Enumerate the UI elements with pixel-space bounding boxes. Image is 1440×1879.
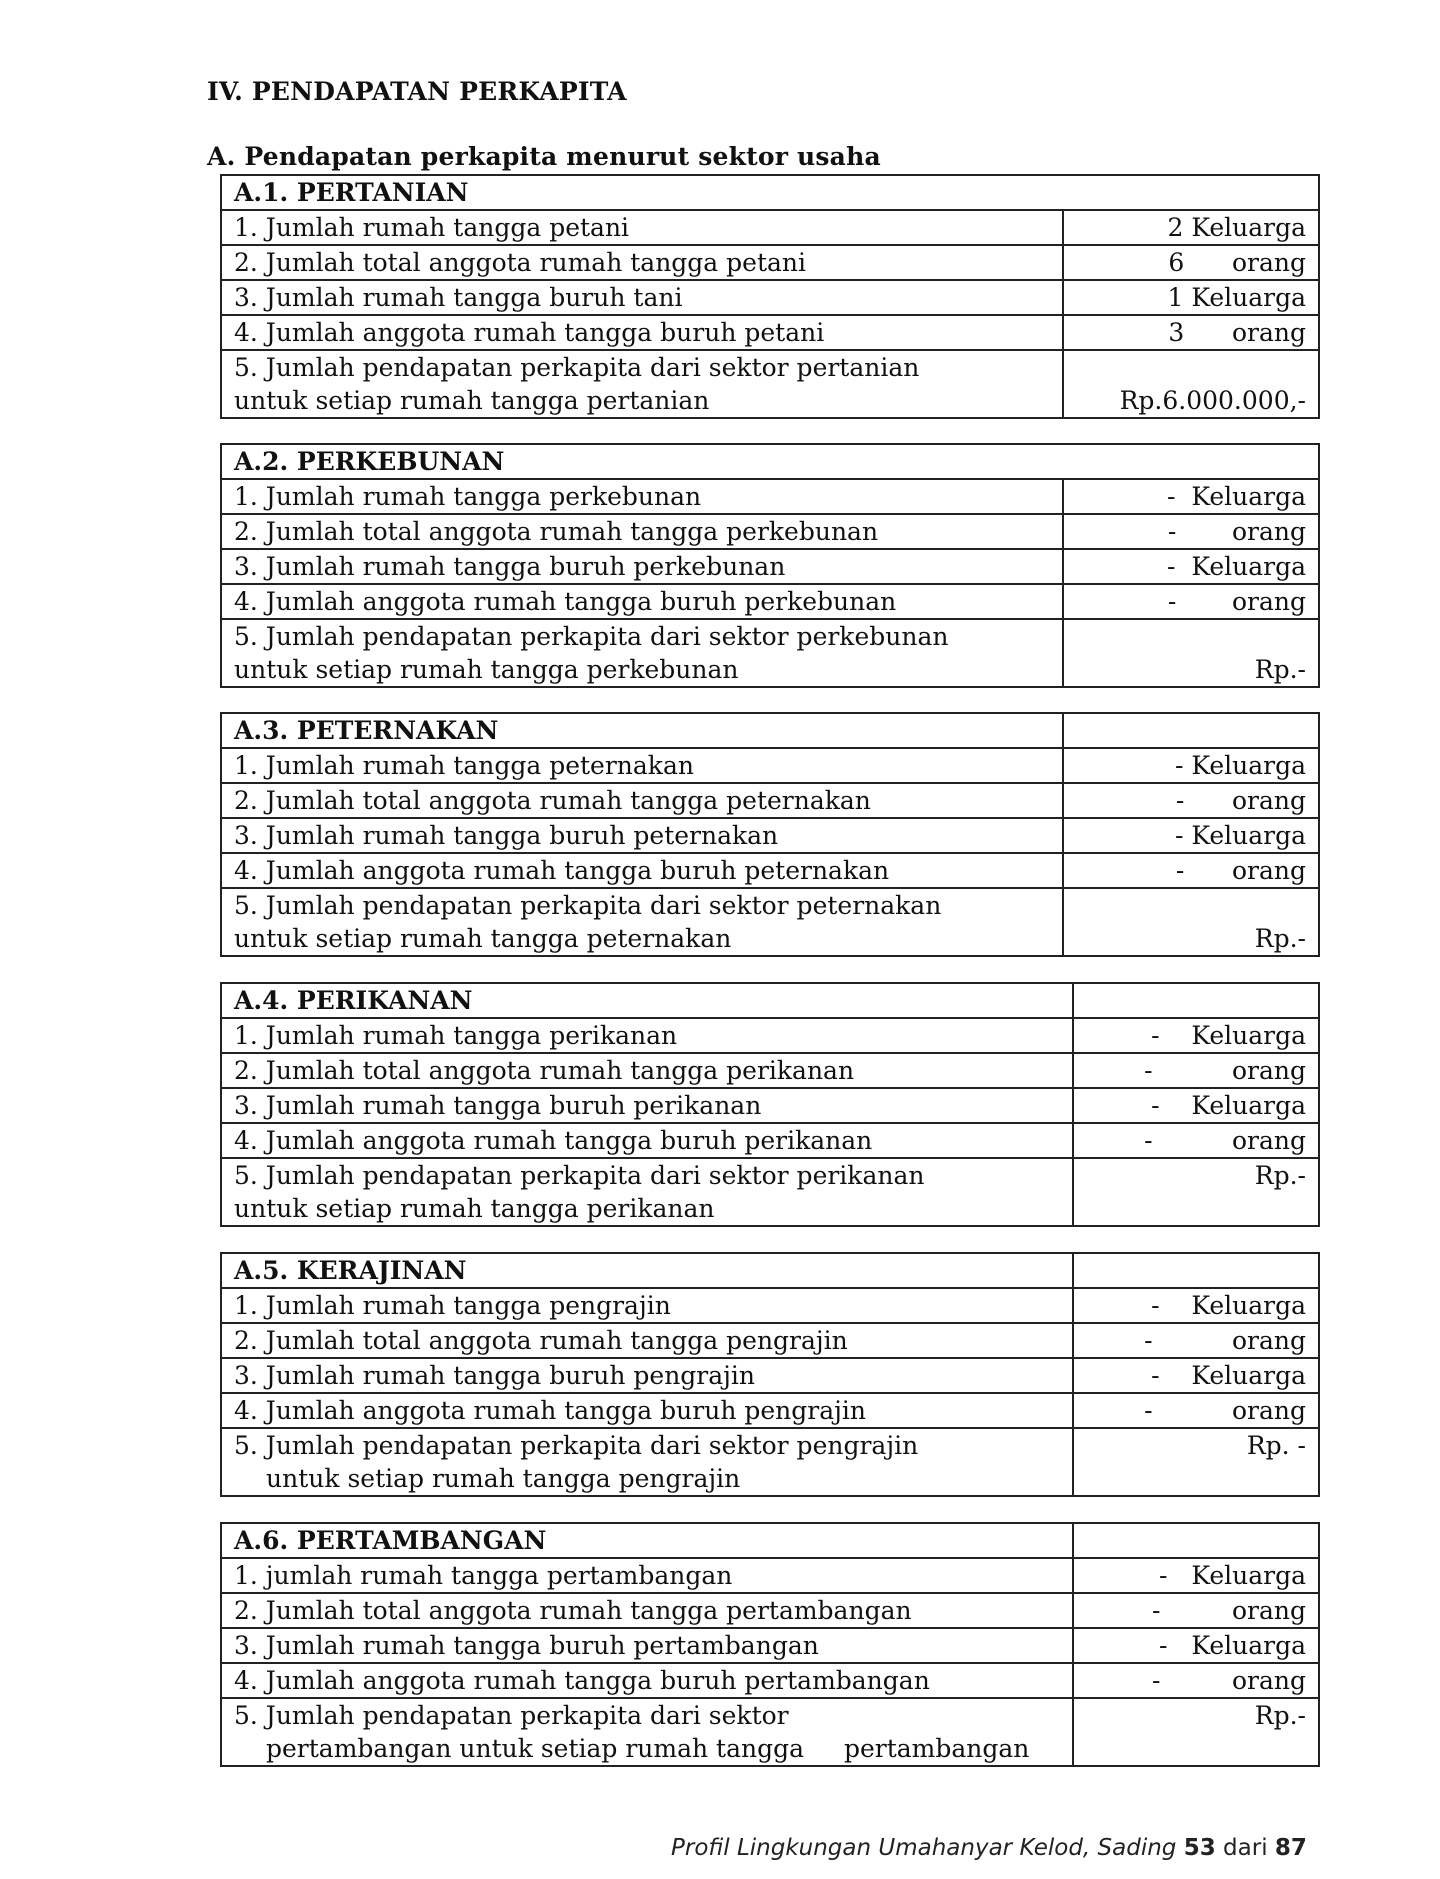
row-value: - orang bbox=[1073, 1323, 1319, 1358]
table-row bbox=[221, 245, 1319, 280]
table-row bbox=[221, 479, 1319, 514]
row-value: - orang bbox=[1073, 1393, 1319, 1428]
row-value: - Keluarga bbox=[1073, 1088, 1319, 1123]
row-label: 3. Jumlah rumah tangga buruh perkebunan bbox=[221, 549, 1063, 584]
table-row bbox=[221, 1663, 1319, 1698]
income-value: Rp.- bbox=[1073, 1158, 1319, 1226]
table-row-income bbox=[221, 1158, 1319, 1226]
row-label: 4. Jumlah anggota rumah tangga buruh peternakan bbox=[221, 853, 1063, 888]
table-row bbox=[221, 1288, 1319, 1323]
section-heading: A. Pendapatan perkapita menurut sektor usaha bbox=[207, 142, 881, 171]
row-label: 1. Jumlah rumah tangga peternakan bbox=[221, 748, 1063, 783]
table-row bbox=[221, 1123, 1319, 1158]
table-title-blank bbox=[1073, 1523, 1319, 1558]
row-value: - orang bbox=[1063, 853, 1319, 888]
table-title: A.5. KERAJINAN bbox=[221, 1253, 1073, 1288]
table-title: A.4. PERIKANAN bbox=[221, 983, 1073, 1018]
row-value: - orang bbox=[1073, 1053, 1319, 1088]
table-row-income bbox=[221, 1698, 1319, 1766]
table-row-income bbox=[221, 1428, 1319, 1496]
row-label: 1. Jumlah rumah tangga perikanan bbox=[221, 1018, 1073, 1053]
row-label: 4. Jumlah anggota rumah tangga buruh perkebunan bbox=[221, 584, 1063, 619]
table-row bbox=[221, 1053, 1319, 1088]
row-value: 6 orang bbox=[1063, 245, 1319, 280]
income-value: Rp.- bbox=[1073, 1698, 1319, 1766]
table-title: A.2. PERKEBUNAN bbox=[221, 444, 1319, 479]
row-label: 4. Jumlah anggota rumah tangga buruh pengrajin bbox=[221, 1393, 1073, 1428]
row-label: 4. Jumlah anggota rumah tangga buruh perikanan bbox=[221, 1123, 1073, 1158]
row-value: - Keluarga bbox=[1063, 748, 1319, 783]
table-row-income bbox=[221, 350, 1319, 418]
table-row bbox=[221, 1393, 1319, 1428]
row-label: 4. Jumlah anggota rumah tangga buruh petani bbox=[221, 315, 1063, 350]
footer-of: dari bbox=[1223, 1835, 1268, 1861]
income-label-line: 5. Jumlah pendapatan perkapita dari sektor perikanan bbox=[234, 1161, 925, 1190]
row-label: 3. Jumlah rumah tangga buruh pengrajin bbox=[221, 1358, 1073, 1393]
table-row bbox=[221, 514, 1319, 549]
footer-page-number: 53 bbox=[1183, 1835, 1216, 1861]
income-label-line: untuk setiap rumah tangga pengrajin bbox=[266, 1464, 741, 1493]
table-row bbox=[221, 1628, 1319, 1663]
table-row bbox=[221, 783, 1319, 818]
income-label bbox=[221, 350, 1063, 418]
income-value: Rp.- bbox=[1063, 888, 1319, 956]
table-title: A.1. PERTANIAN bbox=[221, 175, 1319, 210]
income-label bbox=[221, 1428, 1073, 1496]
income-label bbox=[221, 888, 1063, 956]
table-title-blank bbox=[1063, 713, 1319, 748]
table-perkebunan bbox=[220, 443, 1320, 688]
row-label: 1. Jumlah rumah tangga petani bbox=[221, 210, 1063, 245]
table-row bbox=[221, 1323, 1319, 1358]
table-row bbox=[221, 549, 1319, 584]
income-label bbox=[221, 619, 1063, 687]
row-value: 1 Keluarga bbox=[1063, 280, 1319, 315]
row-label: 1. Jumlah rumah tangga pengrajin bbox=[221, 1288, 1073, 1323]
row-value: - orang bbox=[1063, 783, 1319, 818]
income-label-line: untuk setiap rumah tangga pertanian bbox=[234, 386, 710, 415]
income-label-line: 5. Jumlah pendapatan perkapita dari sektor pertanian bbox=[234, 353, 920, 382]
row-label: 2. Jumlah total anggota rumah tangga petani bbox=[221, 245, 1063, 280]
row-value: 2 Keluarga bbox=[1063, 210, 1319, 245]
page-footer bbox=[671, 1835, 1307, 1861]
row-value: - Keluarga bbox=[1073, 1358, 1319, 1393]
income-label-line: untuk setiap rumah tangga peternakan bbox=[234, 924, 732, 953]
table-row bbox=[221, 1558, 1319, 1593]
row-label: 2. Jumlah total anggota rumah tangga perkebunan bbox=[221, 514, 1063, 549]
table-row bbox=[221, 1018, 1319, 1053]
page-title: IV. PENDAPATAN PERKAPITA bbox=[207, 77, 627, 106]
table-title: A.6. PERTAMBANGAN bbox=[221, 1523, 1073, 1558]
income-label-line: untuk setiap rumah tangga perkebunan bbox=[234, 655, 739, 684]
row-label: 2. Jumlah total anggota rumah tangga perikanan bbox=[221, 1053, 1073, 1088]
income-label-line: 5. Jumlah pendapatan perkapita dari sektor pengrajin bbox=[234, 1431, 919, 1460]
table-pertanian bbox=[220, 174, 1320, 419]
income-label-line: 5. Jumlah pendapatan perkapita dari sektor bbox=[234, 1701, 789, 1730]
income-label-line: untuk setiap rumah tangga perikanan bbox=[234, 1194, 715, 1223]
row-label: 3. Jumlah rumah tangga buruh perikanan bbox=[221, 1088, 1073, 1123]
row-label: 2. Jumlah total anggota rumah tangga pengrajin bbox=[221, 1323, 1073, 1358]
table-title: A.3. PETERNAKAN bbox=[221, 713, 1063, 748]
income-value: Rp. - bbox=[1073, 1428, 1319, 1496]
row-value: - Keluarga bbox=[1073, 1628, 1319, 1663]
row-value: - Keluarga bbox=[1073, 1558, 1319, 1593]
income-label-line: pertambangan untuk setiap rumah tangga bbox=[266, 1734, 805, 1763]
table-row bbox=[221, 210, 1319, 245]
row-label: 1. Jumlah rumah tangga perkebunan bbox=[221, 479, 1063, 514]
table-pertambangan bbox=[220, 1522, 1320, 1767]
row-value: - orang bbox=[1063, 514, 1319, 549]
table-title-blank bbox=[1073, 983, 1319, 1018]
income-label-line: 5. Jumlah pendapatan perkapita dari sektor peternakan bbox=[234, 891, 942, 920]
table-perikanan bbox=[220, 982, 1320, 1227]
table-row bbox=[221, 818, 1319, 853]
row-label: 4. Jumlah anggota rumah tangga buruh pertambangan bbox=[221, 1663, 1073, 1698]
row-value: - orang bbox=[1073, 1593, 1319, 1628]
row-label: 3. Jumlah rumah tangga buruh pertambangan bbox=[221, 1628, 1073, 1663]
row-value: - Keluarga bbox=[1063, 549, 1319, 584]
table-kerajinan bbox=[220, 1252, 1320, 1497]
row-value: - Keluarga bbox=[1073, 1288, 1319, 1323]
table-row bbox=[221, 280, 1319, 315]
footer-text: Profil Lingkungan Umahanyar Kelod, Sading bbox=[671, 1835, 1177, 1861]
income-label bbox=[221, 1698, 1073, 1766]
income-value: Rp.6.000.000,- bbox=[1063, 350, 1319, 418]
table-row bbox=[221, 315, 1319, 350]
row-label: 2. Jumlah total anggota rumah tangga peternakan bbox=[221, 783, 1063, 818]
row-label: 1. jumlah rumah tangga pertambangan bbox=[221, 1558, 1073, 1593]
row-value: - orang bbox=[1073, 1123, 1319, 1158]
table-row-income bbox=[221, 888, 1319, 956]
table-row bbox=[221, 748, 1319, 783]
row-value: 3 orang bbox=[1063, 315, 1319, 350]
table-peternakan bbox=[220, 712, 1320, 957]
row-value: - Keluarga bbox=[1073, 1018, 1319, 1053]
row-value: - orang bbox=[1063, 584, 1319, 619]
income-label bbox=[221, 1158, 1073, 1226]
row-label: 2. Jumlah total anggota rumah tangga pertambangan bbox=[221, 1593, 1073, 1628]
table-title-blank bbox=[1073, 1253, 1319, 1288]
row-value: - orang bbox=[1073, 1663, 1319, 1698]
row-label: 3. Jumlah rumah tangga buruh tani bbox=[221, 280, 1063, 315]
income-label-line: pertambangan bbox=[843, 1734, 1030, 1763]
table-row bbox=[221, 853, 1319, 888]
income-value: Rp.- bbox=[1063, 619, 1319, 687]
footer-page-total: 87 bbox=[1274, 1835, 1307, 1861]
table-row bbox=[221, 1593, 1319, 1628]
table-row bbox=[221, 1358, 1319, 1393]
table-row bbox=[221, 1088, 1319, 1123]
row-value: - Keluarga bbox=[1063, 818, 1319, 853]
row-value: - Keluarga bbox=[1063, 479, 1319, 514]
table-row-income bbox=[221, 619, 1319, 687]
row-label: 3. Jumlah rumah tangga buruh peternakan bbox=[221, 818, 1063, 853]
table-row bbox=[221, 584, 1319, 619]
income-label-line: 5. Jumlah pendapatan perkapita dari sektor perkebunan bbox=[234, 622, 949, 651]
